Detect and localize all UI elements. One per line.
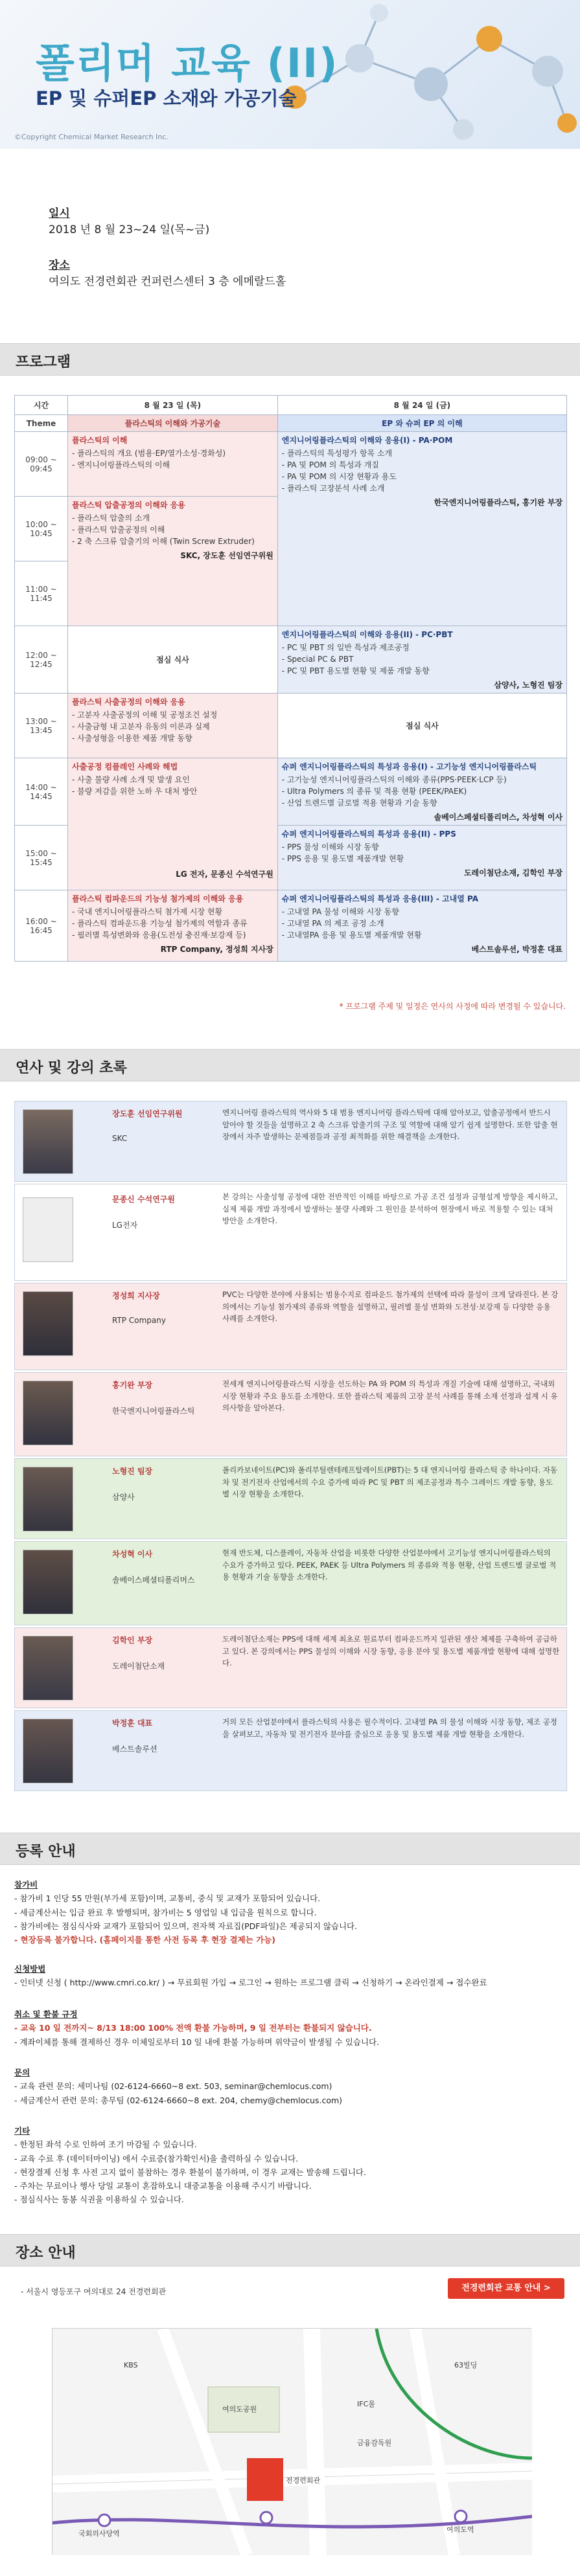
- session-day1-4: [68, 758, 278, 890]
- registration-title: 등록 안내: [16, 1844, 76, 1860]
- session-title: 사출공정 컴플레인 사례와 해법: [72, 762, 178, 771]
- speaker-card: [14, 1541, 567, 1625]
- etc-block: [14, 2124, 366, 2207]
- fee-line: - 참가비에는 점심식사와 교재가 포함되어 있으며, 전자책 자료집(PDF파일)은 제공되지 않습니다.: [14, 1921, 358, 1931]
- speaker-photo: [23, 1467, 73, 1531]
- session-title: 플라스틱 컴파운드의 기능성 첨가제의 이해와 응용: [72, 894, 244, 903]
- speaker-name: 장도훈 선임연구위원: [112, 1109, 183, 1118]
- session-line: - 플라스틱 컴파운드용 기능성 첨가제의 역할과 종류: [72, 919, 248, 928]
- theme-label: Theme: [15, 415, 68, 432]
- speaker-name: 노형진 팀장: [112, 1467, 153, 1476]
- speaker-card: [14, 1627, 567, 1708]
- place-value: 여의도 전경련회관 컨퍼런스센터 3 층 에메랄드홀: [49, 275, 286, 288]
- speaker-bio: 전세계 엔지니어링플라스틱 시장을 선도하는 PA 와 POM 의 특성과 개질 기술에 대해 설명하고, 국내외 시장 현황과 주요 용도를 소개한다. 또한 플라스틱 제품의 고장 분석 사례를 통해 소재 선정과 설계 시 유의사항을 알아본다.: [222, 1379, 558, 1413]
- program-title: 프로그램: [16, 354, 71, 370]
- speaker-company: SKC: [112, 1134, 128, 1143]
- session-day1-5: [68, 890, 278, 962]
- session-line: - PPS 응용 및 용도별 제품개발 현황: [281, 854, 404, 863]
- etc-line: - 한정된 좌석 수로 인하여 조기 마감될 수 있습니다.: [14, 2140, 197, 2150]
- session-line: - PC 및 PBT 의 일반 특성과 제조공정: [281, 643, 410, 652]
- session-title: 슈퍼 엔지니어링플라스틱의 특성과 응용(III) - 고내열 PA: [281, 894, 479, 903]
- cancel-block: [14, 2007, 379, 2049]
- place-label: 장소: [49, 259, 70, 272]
- session-line: - 엔지니어링플라스틱의 이해: [72, 460, 170, 469]
- session-line: - 사출 불량 사례 소개 및 발생 요인: [72, 775, 190, 784]
- speaker-card: [14, 1101, 567, 1182]
- speaker-company: LG전자: [112, 1221, 138, 1230]
- session-line: - PC 및 PBT 용도별 현황 및 제품 개발 동향: [281, 666, 430, 675]
- venue-section-bar: [0, 2234, 580, 2266]
- session-title: 플라스틱 압출공정의 이해와 응용: [72, 501, 185, 510]
- fee-line: - 세금계산서는 입금 완료 후 발행되며, 참가비는 5 영업일 내 입금을 원칙으로 합니다.: [14, 1907, 317, 1917]
- speaker-name: 문종신 수석연구원: [112, 1195, 175, 1204]
- fee-heading: 참가비: [14, 1880, 38, 1890]
- speaker-card: [14, 1283, 567, 1370]
- speaker-photo: [23, 1550, 73, 1614]
- session-day2-1: [277, 432, 566, 626]
- theme-day1: 플라스틱의 이해와 가공기술: [68, 415, 278, 432]
- fee-block: [14, 1878, 357, 1947]
- speaker-bio: 엔지니어링 플라스틱의 역사와 5 대 범용 엔지니어링 플라스틱에 대해 알아보고, 압출공정에서 반드시 알아야 할 것들을 설명하고 2 축 스크류 압출기의 구조 및 역할에 대해 알기 쉽게 설명한다. 또한 압출 현장에서 자주 발생하는 문제점들과 공정 최적화를 위한 해결책을 소개한다.: [222, 1108, 558, 1142]
- program-section-bar: [0, 343, 580, 376]
- time-slot: 09:00 ~ 09:45: [15, 432, 68, 497]
- speaker-photo: [23, 1719, 73, 1783]
- speaker-bio: 현재 반도체, 디스플레이, 자동차 산업을 비롯한 다양한 산업분야에서 고기능성 엔지니어링플라스틱의 수요가 증가하고 있다. PEEK, PAEK 등 Ultra Polymers 의 종류와 적용 현황, 산업 트렌드별 글로벌 적용 현황과 기술 동향을 소개한다.: [222, 1548, 557, 1582]
- speaker-photo: [23, 1109, 73, 1174]
- time-slot: 16:00 ~ 16:45: [15, 890, 68, 962]
- lunch-day1: 점심 식사: [68, 626, 278, 694]
- session-day2-2: [277, 626, 566, 694]
- session-day1-3: [68, 694, 278, 758]
- session-title: 엔지니어링플라스틱의 이해와 응용(II) - PC·PBT: [281, 630, 453, 639]
- date-block: [49, 204, 209, 236]
- time-slot: 11:00 ~ 11:45: [15, 561, 68, 626]
- session-day2-5: [277, 890, 566, 962]
- session-title: 플라스틱의 이해: [72, 436, 128, 445]
- speaker-photo: [23, 1381, 73, 1445]
- session-line: - 플라스틱 고장분석 사례 소개: [281, 484, 385, 493]
- session-speaker: 베스트솔루션, 박정훈 대표: [471, 945, 563, 954]
- speaker-card: [14, 1458, 567, 1539]
- map-label: KBS: [124, 2361, 138, 2369]
- session-speaker: RTP Company, 정성희 지사장: [160, 945, 273, 954]
- etc-line: - 점심식사는 동봉 식권을 이용하실 수 있습니다.: [14, 2195, 184, 2205]
- time-slot: 12:00 ~ 12:45: [15, 626, 68, 694]
- map-label: 여의도역: [447, 2525, 474, 2534]
- time-slot: 14:00 ~ 14:45: [15, 758, 68, 826]
- date-label: 일시: [49, 207, 70, 220]
- speaker-company: 한국엔지니어링플라스틱: [112, 1407, 195, 1416]
- venue-map: [52, 2328, 531, 2555]
- apply-line[interactable]: - 인터넷 신청 ( http://www.cmri.co.kr/ ) → 무료회원 가입 → 로그인 → 원하는 프로그램 클릭 → 신청하기 → 온라인결제 → 접수완료: [14, 1978, 487, 1988]
- session-line: - 불량 저감을 위한 노하 우 대처 방안: [72, 787, 198, 796]
- speaker-name: 박정훈 대표: [112, 1719, 153, 1728]
- speaker-card: [14, 1184, 567, 1281]
- session-speaker: LG 전자, 문종신 수석연구원: [176, 870, 273, 879]
- copyright: ©Copyright Chemical Market Research Inc.: [14, 133, 168, 141]
- theme-day2: EP 와 슈퍼 EP 의 이해: [277, 415, 566, 432]
- apply-heading: 신청방법: [14, 1964, 46, 1974]
- etc-heading: 기타: [14, 2126, 30, 2136]
- speaker-bio: 거의 모든 산업분야에서 플라스틱의 사용은 필수적이다. 고내열 PA 의 물성 이해와 시장 동향, 제조 공정을 살펴보고, 자동차 및 전기전자 분야를 중심으로 응용 및 용도별 제품 개발 현황을 소개한다.: [222, 1717, 557, 1739]
- contact-line: - 세금계산서 관련 문의: 총무팀 (02-6124-6660~8 ext. 204, chemy@chemlocus.com): [14, 2095, 343, 2105]
- cancel-line: - 교육 10 일 전까지~ 8/13 18:00 100% 전액 환불 가능하며, 9 일 전부터는 환불되지 않습니다.: [14, 2023, 372, 2033]
- contact-line: - 교육 관련 문의: 세미나팀 (02-6124-6660~8 ext. 503, seminar@chemlocus.com): [14, 2081, 332, 2092]
- session-line: - Special PC & PBT: [281, 655, 354, 664]
- speaker-company: 솔베이스페셜티폴리머스: [112, 1576, 195, 1585]
- venue-title: 장소 안내: [16, 2245, 76, 2261]
- contact-block: [14, 2066, 342, 2107]
- lunch-day2: 점심 식사: [277, 694, 566, 758]
- session-speaker: 한국엔지니어링플라스틱, 홍기완 부장: [434, 498, 563, 507]
- date-value: 2018 년 8 월 23~24 일(목~금): [49, 223, 210, 236]
- map-label: 여의도공원: [222, 2405, 257, 2413]
- speaker-bio: PVC는 다양한 분야에 사용되는 범용수지로 컴파운드 첨가제의 선택에 따라 물성이 크게 달라진다. 본 강의에서는 기능성 첨가제의 종류와 역할을 설명하고, 필러별 물성 변화와 도전성·보강재 등 다양한 응용 사례를 소개한다.: [222, 1290, 559, 1324]
- session-line: - 산업 트렌드별 글로벌 적용 현황과 기술 동향: [281, 798, 437, 808]
- etc-line: - 현장결제 신청 후 사전 고지 없이 불참하는 경우 환불이 불가하며, 이 경우 교재는 발송해 드립니다.: [14, 2167, 366, 2177]
- session-line: - Ultra Polymers 의 종류 및 적용 현황 (PEEK/PAEK): [281, 787, 467, 796]
- program-table: [14, 395, 567, 962]
- venue-address: - 서울시 영등포구 여의대로 24 전경련회관: [21, 2287, 167, 2296]
- session-line: - 고분자 사출공정의 이해 및 공정조건 설정: [72, 710, 218, 719]
- speaker-photo: [23, 1636, 73, 1700]
- speaker-name: 차성혁 이사: [112, 1550, 153, 1559]
- map-graphic-icon: [52, 2329, 532, 2555]
- speaker-company: RTP Company: [112, 1316, 166, 1325]
- fee-line: - 현장등록 불가합니다. (홈페이지를 통한 사전 등록 후 현장 결제는 가능): [14, 1935, 275, 1945]
- session-line: - PA 및 POM 의 시장 현황과 용도: [281, 472, 397, 481]
- session-title: 엔지니어링플라스틱의 이해와 응용(I) - PA·POM: [281, 436, 453, 445]
- session-line: - 국내 엔지니어링플라스틱 첨가제 시장 현황: [72, 907, 223, 916]
- transport-guide-button[interactable]: 전경련회관 교통 안내 >: [448, 2278, 564, 2299]
- map-label: 전경련회관: [286, 2476, 321, 2485]
- session-title: 슈퍼 엔지니어링플라스틱의 특성과 응용(I) - 고기능성 엔지니어링플라스틱: [281, 762, 537, 771]
- session-line: - 사출금형 내 고분자 유동의 이론과 실제: [72, 722, 210, 731]
- hero-subtitle: EP 및 슈퍼EP 소재와 가공기술: [36, 87, 297, 109]
- map-label: 63빌딩: [454, 2361, 478, 2369]
- speaker-name: 정성희 지사장: [112, 1291, 160, 1300]
- session-day1-1: [68, 432, 278, 497]
- contact-heading: 문의: [14, 2068, 30, 2077]
- session-speaker: 솔베이스페셜티폴리머스, 차성혁 이사: [434, 813, 563, 822]
- hero-title: 폴리머 교육 (II): [36, 40, 339, 87]
- session-line: - 플라스틱 압출의 소개: [72, 514, 150, 523]
- session-speaker: 삼양사, 노형진 팀장: [494, 681, 563, 690]
- header-time: 시간: [15, 396, 68, 415]
- session-title: 플라스틱 사출공정의 이해와 응용: [72, 697, 185, 706]
- fee-line: - 참가비 1 인당 55 만원(부가세 포함)이며, 교통비, 중식 및 교재가 포함되어 있습니다.: [14, 1893, 321, 1904]
- place-block: [49, 256, 286, 288]
- session-line: - 고내열 PA 의 제조 공정 소개: [281, 919, 384, 928]
- session-line: - 고내열PA 응용 및 용도별 제품개발 현황: [281, 931, 422, 940]
- map-label: 국회의사당역: [78, 2529, 120, 2538]
- session-line: - PA 및 POM 의 특성과 개질: [281, 460, 379, 469]
- session-line: - 플라스틱 압출공정의 이해: [72, 525, 165, 534]
- header-day2: 8 월 24 일 (금): [277, 396, 566, 415]
- session-speaker: SKC, 장도훈 선임연구위원: [180, 551, 273, 560]
- speaker-photo: [23, 1197, 73, 1262]
- registration-section-bar: [0, 1833, 580, 1865]
- session-day2-4: [277, 826, 566, 890]
- session-line: - 고기능성 엔지니어링플라스틱의 이해와 종류(PPS·PEEK·LCP 등): [281, 775, 507, 784]
- etc-line: - 교육 수료 후 (데이터마이닝) 에서 수료증(참가확인서)을 출력하실 수 있습니다.: [14, 2153, 299, 2164]
- time-slot: 13:00 ~ 13:45: [15, 694, 68, 758]
- speaker-bio: 본 강의는 사출성형 공정에 대한 전반적인 이해를 바탕으로 가공 조건 설정과 금형설계 방향을 제시하고, 실제 제품 개발 과정에서 발생하는 불량 사례와 그 원인을 분석하여 현장에서 바로 적용할 수 있는 대처 방안을 소개한다.: [222, 1192, 558, 1226]
- session-line: - PPS 물성 이해와 시장 동향: [281, 842, 379, 852]
- cancel-heading: 취소 및 환불 규정: [14, 2009, 78, 2019]
- time-slot: 10:00 ~ 10:45: [15, 497, 68, 561]
- speakers-title: 연사 및 강의 초록: [16, 1060, 127, 1076]
- speaker-photo: [23, 1291, 73, 1356]
- session-line: - 고내열 PA 물성 이해와 시장 동향: [281, 907, 399, 916]
- speaker-company: 삼양사: [112, 1493, 135, 1502]
- speaker-company: 베스트솔루션: [112, 1745, 157, 1754]
- speaker-card: [14, 1372, 567, 1456]
- speaker-name: 홍기완 부장: [112, 1381, 153, 1390]
- speaker-bio: 도레이첨단소재는 PPS에 대해 세계 최초로 원료부터 컴파운드까지 일관된 생산 체제를 구축하여 공급하고 있다. 본 강의에서는 PPS 물성의 이해와 시장 동향, 응용 분야 및 용도별 제품개발 현황에 대해 설명한다.: [222, 1634, 560, 1668]
- session-line: - 2 축 스크류 압출기의 이해 (Twin Screw Extruder): [72, 537, 255, 546]
- speaker-card: [14, 1710, 567, 1791]
- etc-line: - 주차는 무료이나 행사 당일 교통이 혼잡하오니 대중교통을 이용해 주시기 바랍니다.: [14, 2181, 312, 2191]
- map-label: 금융감독원: [357, 2439, 392, 2447]
- header-day1: 8 월 23 일 (목): [68, 396, 278, 415]
- session-speaker: 도레이첨단소재, 김학인 부장: [463, 868, 563, 877]
- program-note: * 프로그램 주제 및 일정은 연사의 사정에 따라 변경될 수 있습니다.: [339, 1002, 566, 1011]
- session-day1-2: [68, 497, 278, 626]
- apply-block: [14, 1962, 487, 1990]
- session-line: - 사출성형을 이용한 제품 개발 동향: [72, 734, 192, 743]
- speakers-section-bar: [0, 1049, 580, 1081]
- cancel-line: - 계좌이체를 통해 결제하신 경우 이체일로부터 10 일 내에 환불 가능하며 위약금이 발생될 수 있습니다.: [14, 2037, 380, 2047]
- session-title: 슈퍼 엔지니어링플라스틱의 특성과 응용(II) - PPS: [281, 830, 456, 839]
- speaker-company: 도레이첨단소재: [112, 1662, 165, 1671]
- session-day2-3: [277, 758, 566, 826]
- speaker-name: 김학인 부장: [112, 1636, 153, 1645]
- hero-banner: [0, 0, 580, 149]
- speaker-bio: 폴리카보네이트(PC)와 폴리부틸렌테레프탈레이트(PBT)는 5 대 엔지니어링 플라스틱 중 하나이다. 자동차 및 전기전자 산업에서의 수요 증가에 따라 PC 및 PBT 의 제조공정과 특수 그레이드 개발 동향, 용도별 시장 현황을 소개한다.: [222, 1465, 558, 1499]
- session-line: - 플라스틱의 개요 (범용·EP/열가소성·경화성): [72, 449, 226, 458]
- time-slot: 15:00 ~ 15:45: [15, 826, 68, 890]
- session-line: - 필러별 특성변화와 응용(도전성 충진재·보강재 등): [72, 931, 246, 940]
- map-label: IFC몰: [357, 2400, 375, 2408]
- session-line: - 플라스틱의 특성평가 항목 소개: [281, 449, 393, 458]
